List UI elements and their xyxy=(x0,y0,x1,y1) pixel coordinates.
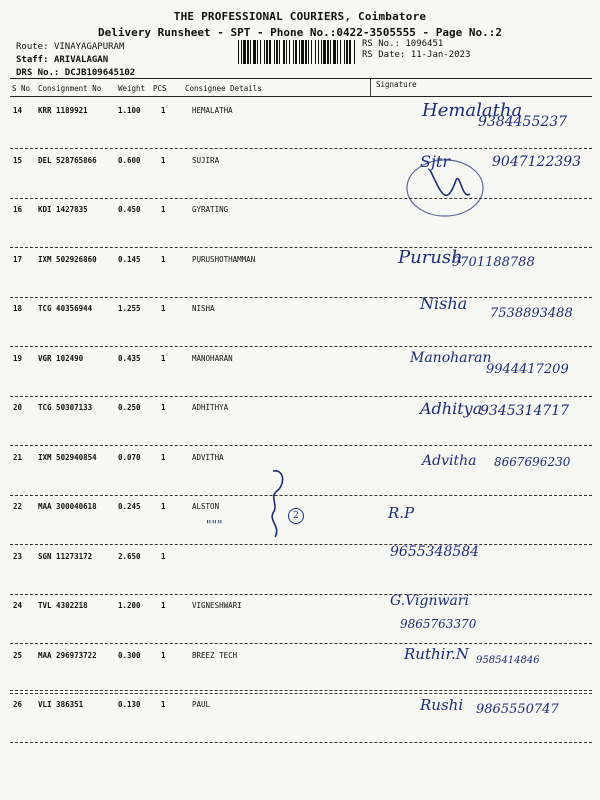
runsheet-subtitle: Delivery Runsheet - SPT - Phone No.:0422-3505555 - Page No.:2 xyxy=(98,26,502,39)
row-weight: 0.250 xyxy=(118,403,141,412)
row-consignment-no: IXM 502926860 xyxy=(38,254,97,264)
handwritten-signature: R.P xyxy=(388,504,415,522)
runsheet-title: THE PROFESSIONAL COURIERS, Coimbatore xyxy=(173,10,427,23)
row-weight: 1.100 xyxy=(118,106,141,115)
route-label: Route: xyxy=(16,42,49,52)
row-pcs: 1 xyxy=(161,155,166,165)
row-sno: 15 xyxy=(13,155,23,165)
row-weight: 1.200 xyxy=(118,601,141,610)
row-pcs: 1 xyxy=(161,205,166,214)
row-pcs: 1 xyxy=(161,700,166,709)
row-consignee: GYRATING xyxy=(192,205,229,214)
row-consignment-no: MAA 300040618 xyxy=(38,502,97,511)
row-sno: 20 xyxy=(13,403,23,412)
row-consignee: PURUSHOTHAMMAN xyxy=(192,254,256,264)
handwritten-signature: Advitha xyxy=(422,452,477,469)
row-sno: 21 xyxy=(13,452,23,462)
table-row xyxy=(10,296,592,347)
row-weight: 0.600 xyxy=(118,155,141,165)
route-value: VINAYAGAPURAM xyxy=(53,42,125,52)
table-row xyxy=(10,643,592,694)
row-consignee: SUJIRA xyxy=(192,155,220,165)
handwritten-phone: 7538893488 xyxy=(490,306,573,321)
header-rule-bottom xyxy=(10,96,592,97)
row-sno: 25 xyxy=(13,650,23,660)
row-weight: 1.255 xyxy=(118,304,141,313)
row-sno: 23 xyxy=(13,551,23,561)
drs-line xyxy=(16,68,135,78)
row-weight: 0.245 xyxy=(118,502,141,511)
rs-no-line xyxy=(362,39,443,49)
row-sno: 24 xyxy=(13,601,23,610)
row-weight: 0.070 xyxy=(118,452,141,462)
table-row xyxy=(10,692,592,743)
row-sno: 19 xyxy=(13,353,23,363)
table-row xyxy=(10,544,592,595)
row-pcs: 1 xyxy=(161,403,166,412)
row-consignment-no: TCG 40356944 xyxy=(38,304,93,313)
row-pcs: 1 xyxy=(161,353,166,363)
handwritten-phone: 9345314717 xyxy=(480,403,570,419)
row-pcs: 1 xyxy=(161,551,166,561)
row-sno: 22 xyxy=(13,502,23,511)
rs-date-value: 11-Jan-2023 xyxy=(410,50,471,60)
handwritten-brace-mark xyxy=(255,465,315,545)
handwritten-phone: 9047122393 xyxy=(492,153,582,170)
row-weight: 0.435 xyxy=(118,353,141,363)
row-consignment-no: KRR 1189921 xyxy=(38,106,88,115)
handwritten-phone: 8667696230 xyxy=(494,454,571,469)
row-consignee: HEMALATHA xyxy=(192,106,233,115)
row-sno: 18 xyxy=(13,304,23,313)
row-consignee: ADHITHYA xyxy=(192,403,229,412)
rs-no-label: RS No.: xyxy=(362,39,400,49)
signature-column-divider xyxy=(370,78,371,96)
handwritten-signature: Ruthir.N xyxy=(404,644,469,663)
handwritten-signature: Manoharan xyxy=(410,349,492,366)
handwritten-phone: 9865763370 xyxy=(400,617,477,631)
row-consignment-no: TVL 4302218 xyxy=(38,601,88,610)
handwritten-signature: Nisha xyxy=(420,294,468,313)
handwritten-phone: 9944417209 xyxy=(486,361,569,377)
staff-label: Staff: xyxy=(16,55,49,65)
row-pcs: 1 xyxy=(161,304,166,313)
table-row xyxy=(10,593,592,644)
col-signature: Signature xyxy=(376,80,417,89)
row-sno: 17 xyxy=(13,254,23,264)
row-weight: 0.130 xyxy=(118,700,141,709)
handwritten-signature: Purush xyxy=(398,246,463,268)
handwritten-phone: 9585414846 xyxy=(476,654,540,666)
ditto-mark: """ xyxy=(206,518,223,532)
row-pcs: 1 xyxy=(161,601,166,610)
staff-line xyxy=(16,55,108,65)
row-consignee: ADVITHA xyxy=(192,452,224,462)
col-consignment: Consignment No xyxy=(38,84,102,93)
row-pcs: 1 xyxy=(161,106,166,115)
rs-no-value: 1096451 xyxy=(405,39,444,49)
barcode xyxy=(238,40,356,64)
drs-label: DRS No.: xyxy=(16,68,60,78)
row-consignee: BREEZ TECH xyxy=(192,650,238,660)
table-row xyxy=(10,197,592,248)
row-sno: 14 xyxy=(13,106,23,115)
row-consignment-no: VLI 386351 xyxy=(38,700,84,709)
handwritten-signature: G.Vignwari xyxy=(390,593,469,609)
col-weight: Weight xyxy=(118,84,146,93)
handwritten-phone: 9701188788 xyxy=(452,254,535,270)
handwritten-signature: Rushi xyxy=(420,696,464,714)
row-consignment-no: MAA 296973722 xyxy=(38,650,97,660)
handwritten-signature: Sjtr xyxy=(420,151,450,171)
row-sno: 16 xyxy=(13,205,23,214)
header-rule-top xyxy=(10,78,592,79)
row-consignee: NISHA xyxy=(192,304,215,313)
table-bottom-rule xyxy=(10,690,592,691)
handwritten-phone: 9384455237 xyxy=(478,114,568,130)
row-consignment-no: IXM 502940854 xyxy=(38,452,97,462)
row-pcs: 1 xyxy=(161,650,166,660)
row-weight: 0.300 xyxy=(118,650,141,660)
row-weight: 0.450 xyxy=(118,205,141,214)
row-weight: 0.145 xyxy=(118,254,141,264)
row-consignee: ALSTON xyxy=(192,502,220,511)
drs-value: DCJB109645102 xyxy=(64,68,136,78)
row-sno: 26 xyxy=(13,700,23,709)
row-consignee: PAUL xyxy=(192,700,211,709)
row-weight: 2.650 xyxy=(118,551,141,561)
rs-date-label: RS Date: xyxy=(362,50,406,60)
handwritten-signature: Hemalatha xyxy=(422,100,523,121)
circled-count: 2 xyxy=(288,508,304,524)
handwritten-signature: Adhitya xyxy=(420,399,483,418)
row-consignment-no: KDI 1427835 xyxy=(38,205,88,214)
rs-date-line xyxy=(362,50,470,60)
row-consignee: MANOHARAN xyxy=(192,353,233,363)
col-sno: S No xyxy=(12,84,31,93)
handwritten-phone: 9655348584 xyxy=(390,543,480,560)
route-line xyxy=(16,42,124,52)
staff-value: ARIVALAGAN xyxy=(53,55,109,65)
col-consignee: Consignee Details xyxy=(185,84,262,93)
col-pcs: PCS xyxy=(153,84,167,93)
row-pcs: 1 xyxy=(161,452,166,462)
row-pcs: 1 xyxy=(161,254,166,264)
handwritten-phone: 9865550747 xyxy=(476,702,559,717)
row-consignment-no: SGN 11273172 xyxy=(38,551,93,561)
row-consignee: VIGNESHWARI xyxy=(192,601,242,610)
row-consignment-no: TCG 50307133 xyxy=(38,403,93,412)
row-consignment-no: VGR 102490 xyxy=(38,353,84,363)
row-consignment-no: DEL 528765866 xyxy=(38,155,97,165)
row-pcs: 1 xyxy=(161,502,166,511)
